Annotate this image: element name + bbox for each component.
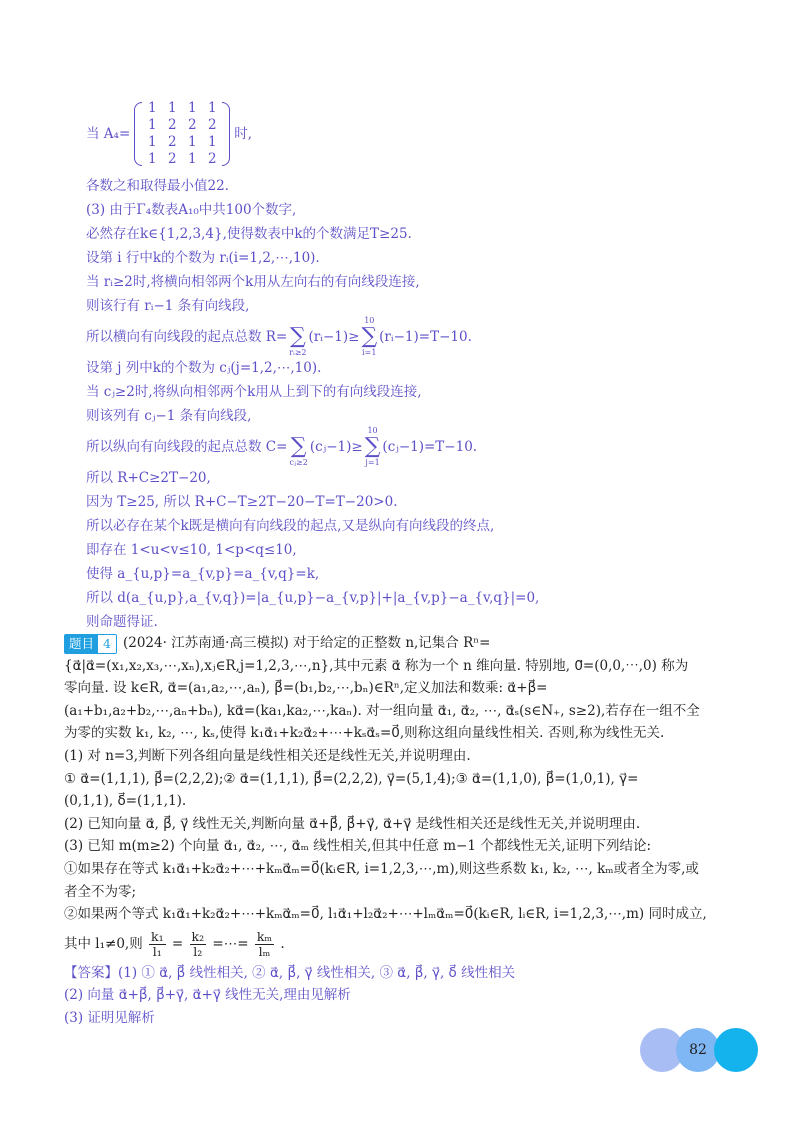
matrix-cell: 1	[147, 117, 157, 133]
fraction-den: l₁	[152, 943, 162, 959]
matrix-suffix: 时,	[234, 126, 253, 142]
answer-line: (2) 向量 α⃗+β⃗, β⃗+γ⃗, α⃗+γ⃗ 线性无关,理由见解析	[64, 987, 351, 1004]
problem-line: (0,1,1), δ⃗=(1,1,1).	[64, 793, 187, 810]
solution-line: 则该行有 rᵢ−1 条有向线段,	[86, 298, 250, 314]
matrix-cell: 2	[187, 117, 197, 133]
problem-text: =⋯=	[212, 935, 249, 952]
sum-line-r	[86, 318, 766, 356]
fraction	[190, 930, 207, 959]
page-number: 82	[689, 1042, 707, 1058]
matrix-cell: 1	[147, 134, 157, 150]
solution-line: 则该列有 cⱼ−1 条有向线段,	[86, 408, 252, 424]
solution-line: 设第 i 行中k的个数为 rᵢ(i=1,2,⋯,10).	[86, 250, 320, 266]
problem-line: (1) 对 n=3,判断下列各组向量是线性相关还是线性无关,并说明理由.	[64, 747, 471, 764]
sum-text: (cⱼ−1)≥	[309, 439, 363, 455]
sigma-symbol: 10 ∑ j=1	[364, 426, 381, 467]
problem-line: (2) 已知向量 α⃗, β⃗, γ⃗ 线性无关,判断向量 α⃗+β⃗, β⃗+γ⃗, α⃗+γ⃗ 是线性相关还是线性无关,并说明理由.	[64, 815, 641, 832]
matrix-cell: 2	[167, 151, 177, 167]
solution-line: 因为 T≥25, 所以 R+C−T≥2T−20−T=T−20>0.	[86, 494, 398, 510]
solution-line: 当 rᵢ≥2时,将横向相邻两个k用从左向右的有向线段连接,	[86, 274, 420, 290]
solution-line: 所以 d(a_{u,p},a_{v,q})=|a_{u,p}−a_{v,p}|+|a_{v,p}−a_{v,q}|=0,	[86, 590, 540, 606]
problem-line-fractions	[64, 926, 764, 962]
sigma-sub: i=1	[362, 348, 377, 357]
problem-block	[64, 632, 764, 1030]
solution-line: 使得 a_{u,p}=a_{v,p}=a_{v,q}=k,	[86, 566, 320, 582]
problem-line: ②如果两个等式 k₁α⃗₁+k₂α⃗₂+⋯+kₘα⃗ₘ=0⃗, l₁α⃗₁+l₂α⃗₂+⋯+lₘα⃗ₘ=0⃗(kᵢ∈R, lᵢ∈R, i=1,2,3,⋯,m) 同时成立,	[64, 906, 707, 923]
solution-block	[86, 94, 766, 634]
matrix-cell: 2	[167, 134, 177, 150]
fraction-num: k₂	[191, 928, 205, 944]
solution-line: (3) 由于Γ₄数表A₁₀中共100个数字,	[86, 202, 297, 218]
sigma-symbol: ∑ cⱼ≥2	[289, 434, 308, 467]
matrix-cell: 1	[167, 100, 177, 116]
problem-tag	[64, 634, 117, 654]
solution-line: 则命题得证.	[86, 614, 158, 630]
sum-text: 所以纵向有向线段的起点总数 C=	[86, 439, 288, 455]
answer-line: (3) 证明见解析	[64, 1009, 155, 1026]
problem-line: 者全不为零;	[64, 883, 137, 900]
matrix-line	[86, 94, 766, 174]
matrix-row	[142, 151, 222, 168]
sigma-sub: cⱼ≥2	[289, 458, 308, 467]
matrix-cell: 2	[167, 117, 177, 133]
matrix-cell: 1	[187, 100, 197, 116]
sum-text: (rᵢ−1)=T−10.	[379, 329, 472, 345]
matrix-a4	[134, 100, 230, 168]
solution-line: 各数之和取得最小值22.	[86, 178, 229, 194]
matrix-cell: 1	[207, 100, 217, 116]
problem-text: .	[280, 935, 285, 952]
sigma-top: 10	[367, 426, 378, 435]
matrix-row	[142, 134, 222, 151]
matrix-row	[142, 117, 222, 134]
sigma-sub: j=1	[365, 458, 380, 467]
problem-line: ① α⃗=(1,1,1), β⃗=(2,2,2);② α⃗=(1,1,1), β⃗=(2,2,2), γ⃗=(5,1,4);③ α⃗=(1,1,0), β⃗=(1,0,1), γ⃗=	[64, 770, 639, 787]
sigma-symbol: 10 ∑ i=1	[361, 316, 378, 357]
matrix-cell: 1	[187, 134, 197, 150]
solution-line: 设第 j 列中k的个数为 cⱼ(j=1,2,⋯,10).	[86, 360, 322, 376]
sigma-sub: rᵢ≥2	[289, 348, 307, 357]
matrix-prefix: 当 A₄=	[86, 126, 131, 142]
sum-text: (cⱼ−1)=T−10.	[382, 439, 478, 455]
problem-text: 其中 l₁≠0,则	[64, 935, 143, 952]
fraction	[255, 930, 274, 959]
page-number-badge	[640, 1028, 758, 1074]
fraction-num: k₁	[151, 928, 164, 944]
matrix-cell: 1	[207, 134, 217, 150]
sum-text: (rᵢ−1)≥	[308, 329, 360, 345]
problem-line: ①如果存在等式 k₁α⃗₁+k₂α⃗₂+⋯+kₘα⃗ₘ=0⃗(kᵢ∈R, i=1,2,3,⋯,m),则这些系数 k₁, k₂, ⋯, kₘ或者全为零,或	[64, 860, 699, 877]
solution-line: 必然存在k∈{1,2,3,4},使得数表中k的个数满足T≥25.	[86, 226, 412, 242]
fraction-den: l₂	[193, 943, 203, 959]
problem-text: =	[171, 935, 184, 952]
problem-line: (3) 已知 m(m≥2) 个向量 α⃗₁, α⃗₂, ⋯, α⃗ₘ 线性相关,但其中任意 m−1 个都线性无关,证明下列结论:	[64, 838, 652, 855]
matrix-cell: 2	[207, 117, 217, 133]
matrix-row	[142, 100, 222, 117]
fraction	[149, 930, 166, 959]
fraction-den: lₘ	[258, 943, 271, 959]
solution-line: 即存在 1<u<v≤10, 1<p<q≤10,	[86, 542, 297, 558]
decor-circle	[714, 1028, 758, 1072]
fraction-num: kₘ	[256, 928, 273, 944]
matrix-cell: 2	[207, 151, 217, 167]
sigma-top: 10	[364, 316, 375, 325]
solution-line: 所以 R+C≥2T−20,	[86, 470, 211, 486]
problem-line	[64, 632, 764, 655]
problem-text: (2024· 江苏南通·高三模拟) 对于给定的正整数 n,记集合 Rⁿ=	[122, 635, 491, 651]
matrix-cell: 1	[187, 151, 197, 167]
matrix-cell: 1	[147, 151, 157, 167]
solution-line: 当 cⱼ≥2时,将纵向相邻两个k用从上到下的有向线段连接,	[86, 384, 422, 400]
tag-label: 题目	[65, 635, 98, 653]
solution-line: 所以必存在某个k既是横向有向线段的起点,又是纵向有向线段的终点,	[86, 518, 495, 534]
problem-line: 为零的实数 k₁, k₂, ⋯, kₛ,使得 k₁α⃗₁+k₂α⃗₂+⋯+kₛα⃗ₛ=0⃗,则称这组向量线性相关. 否则,称为线性无关.	[64, 725, 665, 742]
sum-text: 所以横向有向线段的起点总数 R=	[86, 329, 288, 345]
problem-line: {α⃗|α⃗=(x₁,x₂,x₃,⋯,xₙ),xⱼ∈R,j=1,2,3,⋯,n},其中元素 α⃗ 称为一个 n 维向量. 特别地, 0⃗=(0,0,⋯,0) 称为	[64, 657, 689, 674]
sigma-symbol: ∑ rᵢ≥2	[289, 324, 307, 357]
problem-line: (a₁+b₁,a₂+b₂,⋯,aₙ+bₙ), kα⃗=(ka₁,ka₂,⋯,kaₙ). 对一组向量 α⃗₁, α⃗₂, ⋯, α⃗ₛ(s∈N₊, s≥2),若存在一组不全	[64, 702, 700, 719]
answer-line: 【答案】(1) ① α⃗, β⃗ 线性相关, ② α⃗, β⃗, γ⃗ 线性相关, ③ α⃗, β⃗, γ⃗, δ⃗ 线性相关	[64, 964, 516, 981]
tag-number: 4	[103, 635, 111, 651]
sum-line-c	[86, 428, 766, 466]
matrix-cell: 1	[147, 100, 157, 116]
problem-line: 零向量. 设 k∈R, α⃗=(a₁,a₂,⋯,aₙ), β⃗=(b₁,b₂,⋯,bₙ)∈Rⁿ,定义加法和数乘: α⃗+β⃗=	[64, 680, 548, 697]
